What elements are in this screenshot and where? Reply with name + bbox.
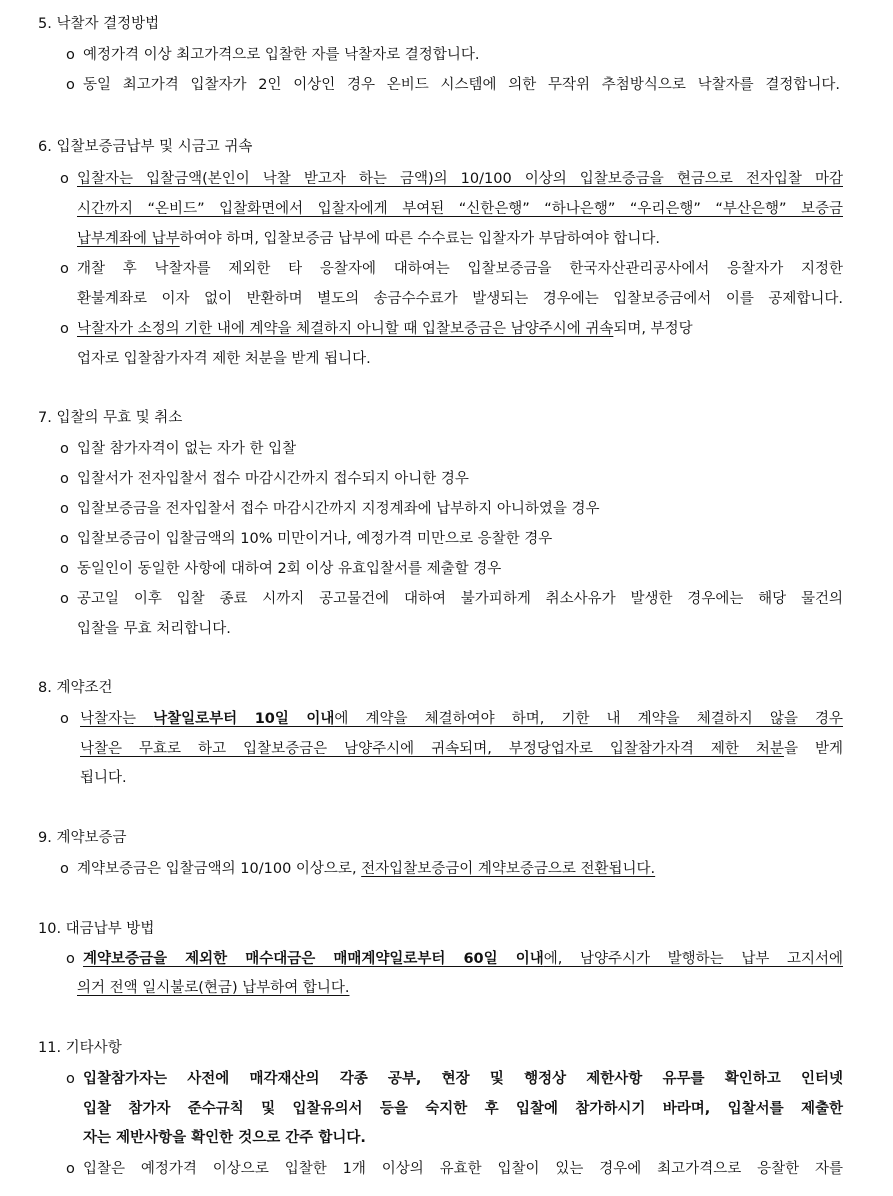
bullet-mark: o bbox=[60, 471, 69, 487]
s6-b3-line-2: 업자로 입찰참가자격 제한 처분을 받게 됩니다. bbox=[77, 351, 371, 367]
s6-b1-line-2: 시간까지 “온비드” 입찰화면에서 입찰자에게 부여된 “신한은행” “하나은행” “우리은행” “부산은행” 보증금 bbox=[77, 201, 843, 217]
s6-b2-line-1: 개찰 후 낙찰자를 제외한 타 응찰자에 대하여는 입찰보증금을 한국자산관리공사에서 응찰자가 지정한 bbox=[77, 261, 843, 277]
section-11-heading: 11. 기타사항 bbox=[38, 1040, 122, 1056]
s7-item-6-line-2: 입찰을 무효 처리합니다. bbox=[77, 621, 231, 637]
bullet-mark: o bbox=[66, 1161, 75, 1177]
s6-b1-line-3-rest: 하여야 하며, 입찰보증금 납부에 따른 수수료는 입찰자가 부담하여야 합니다. bbox=[179, 231, 660, 247]
s6-b2-line-2: 환불계좌로 이자 없이 반환하며 별도의 송금수수료가 발생되는 경우에는 입찰보증금에서 이를 공제합니다. bbox=[77, 291, 843, 307]
s6-b1-line-1: 입찰자는 입찰금액(본인이 낙찰 받고자 하는 금액)의 10/100 이상의 입찰보증금을 현금으로 전자입찰 마감 bbox=[77, 171, 843, 187]
section-5-heading: 5. 낙찰자 결정방법 bbox=[38, 16, 160, 32]
bullet-mark: o bbox=[60, 591, 69, 607]
s8-line-1-a: 낙찰자는 bbox=[80, 711, 154, 727]
bullet-mark: o bbox=[60, 561, 69, 577]
s9-line-a: 계약보증금은 입찰금액의 10/100 이상으로, bbox=[77, 861, 362, 877]
bullet-mark: o bbox=[60, 711, 69, 727]
bullet-mark: o bbox=[60, 861, 69, 877]
s8-line-2-underlined: 낙찰은 무효로 하고 입찰보증금은 남양주시에 귀속되며, 부정당업자로 입찰참가자격 제한 처분 bbox=[80, 741, 784, 757]
s10-line-1-rest: 에, 남양주시가 발행하는 납부 고지서에 bbox=[543, 951, 844, 967]
bullet-mark: o bbox=[60, 171, 69, 187]
s8-line-2-rest: 을 받게 bbox=[783, 741, 843, 757]
bullet-mark: o bbox=[60, 501, 69, 517]
bullet-mark: o bbox=[60, 261, 69, 277]
section-9-heading: 9. 계약보증금 bbox=[38, 830, 127, 846]
s9-line bbox=[77, 859, 655, 879]
bullet-mark: o bbox=[60, 321, 69, 337]
s11-b1-line-3: 자는 제반사항을 확인한 것으로 간주 합니다. bbox=[83, 1130, 366, 1146]
bullet-mark: o bbox=[66, 1071, 75, 1087]
s6-b1-line-3-underlined: 납부계좌에 납부 bbox=[77, 231, 180, 247]
section-7-heading: 7. 입찰의 무효 및 취소 bbox=[38, 410, 183, 426]
section-6-heading: 6. 입찰보증금납부 및 시금고 귀속 bbox=[38, 139, 253, 155]
s7-item-2: 입찰서가 전자입찰서 접수 마감시간까지 접수되지 아니한 경우 bbox=[77, 471, 469, 487]
s7-item-1: 입찰 참가자격이 없는 자가 한 입찰 bbox=[77, 441, 297, 457]
s8-line-3: 됩니다. bbox=[80, 770, 127, 786]
s5-item-1: 예정가격 이상 최고가격으로 입찰한 자를 낙찰자로 결정합니다. bbox=[83, 47, 480, 63]
s11-b1-line-1: 입찰참가자는 사전에 매각재산의 각종 공부, 현장 및 행정상 제한사항 유무를 확인하고 인터넷 bbox=[83, 1071, 843, 1087]
s10-line-2: 의거 전액 일시불로(현금) 납부하여 합니다. bbox=[77, 980, 350, 996]
s11-b2-line-1: 입찰은 예정가격 이상으로 입찰한 1개 이상의 유효한 입찰이 있는 경우에 최고가격으로 응찰한 자를 bbox=[83, 1161, 843, 1177]
s6-b3-line-1-underlined: 낙찰자가 소정의 기한 내에 계약을 체결하지 아니할 때 입찰보증금은 남양주시에 귀속 bbox=[77, 321, 614, 337]
s10-line-1-bold: 계약보증금을 제외한 매수대금은 매매계약일로부터 60일 이내 bbox=[83, 951, 544, 967]
bullet-mark: o bbox=[66, 77, 75, 93]
section-10-heading: 10. 대금납부 방법 bbox=[38, 921, 155, 937]
bullet-mark: o bbox=[66, 47, 75, 63]
s9-line-underlined: 전자입찰보증금이 계약보증금으로 전환됩니다. bbox=[361, 861, 656, 877]
s7-item-4: 입찰보증금이 입찰금액의 10% 미만이거나, 예정가격 미만으로 응찰한 경우 bbox=[77, 531, 553, 547]
s10-line-1 bbox=[83, 949, 843, 969]
s11-b1-line-2: 입찰 참가자 준수규칙 및 입찰유의서 등을 숙지한 후 입찰에 참가하시기 바라며, 입찰서를 제출한 bbox=[83, 1101, 843, 1117]
s8-line-1-bold: 낙찰일로부터 10일 이내 bbox=[153, 711, 335, 727]
bullet-mark: o bbox=[60, 531, 69, 547]
bullet-mark: o bbox=[60, 441, 69, 457]
s6-b3-line-1 bbox=[77, 319, 843, 339]
s6-b3-line-1-rest: 되며, 부정당 bbox=[613, 321, 693, 337]
s5-item-2: 동일 최고가격 입찰자가 2인 이상인 경우 온비드 시스템에 의한 무작위 추첨방식으로 낙찰자를 결정합니다. bbox=[83, 77, 840, 93]
s7-item-3: 입찰보증금을 전자입찰서 접수 마감시간까지 지정계좌에 납부하지 아니하였을 경우 bbox=[77, 501, 600, 517]
s8-line-1 bbox=[80, 709, 843, 729]
s8-line-2 bbox=[80, 739, 843, 759]
s8-line-1-c: 에 계약을 체결하여야 하며, 기한 내 계약을 체결하지 않을 경우 bbox=[334, 711, 843, 727]
s7-item-6-line-1: 공고일 이후 입찰 종료 시까지 공고물건에 대하여 불가피하게 취소사유가 발생한 경우에는 해당 물건의 bbox=[77, 591, 843, 607]
s6-b1-line-3 bbox=[77, 229, 760, 249]
bullet-mark: o bbox=[66, 951, 75, 967]
section-8-heading: 8. 계약조건 bbox=[38, 680, 113, 696]
s7-item-5: 동일인이 동일한 사항에 대하여 2회 이상 유효입찰서를 제출할 경우 bbox=[77, 561, 502, 577]
